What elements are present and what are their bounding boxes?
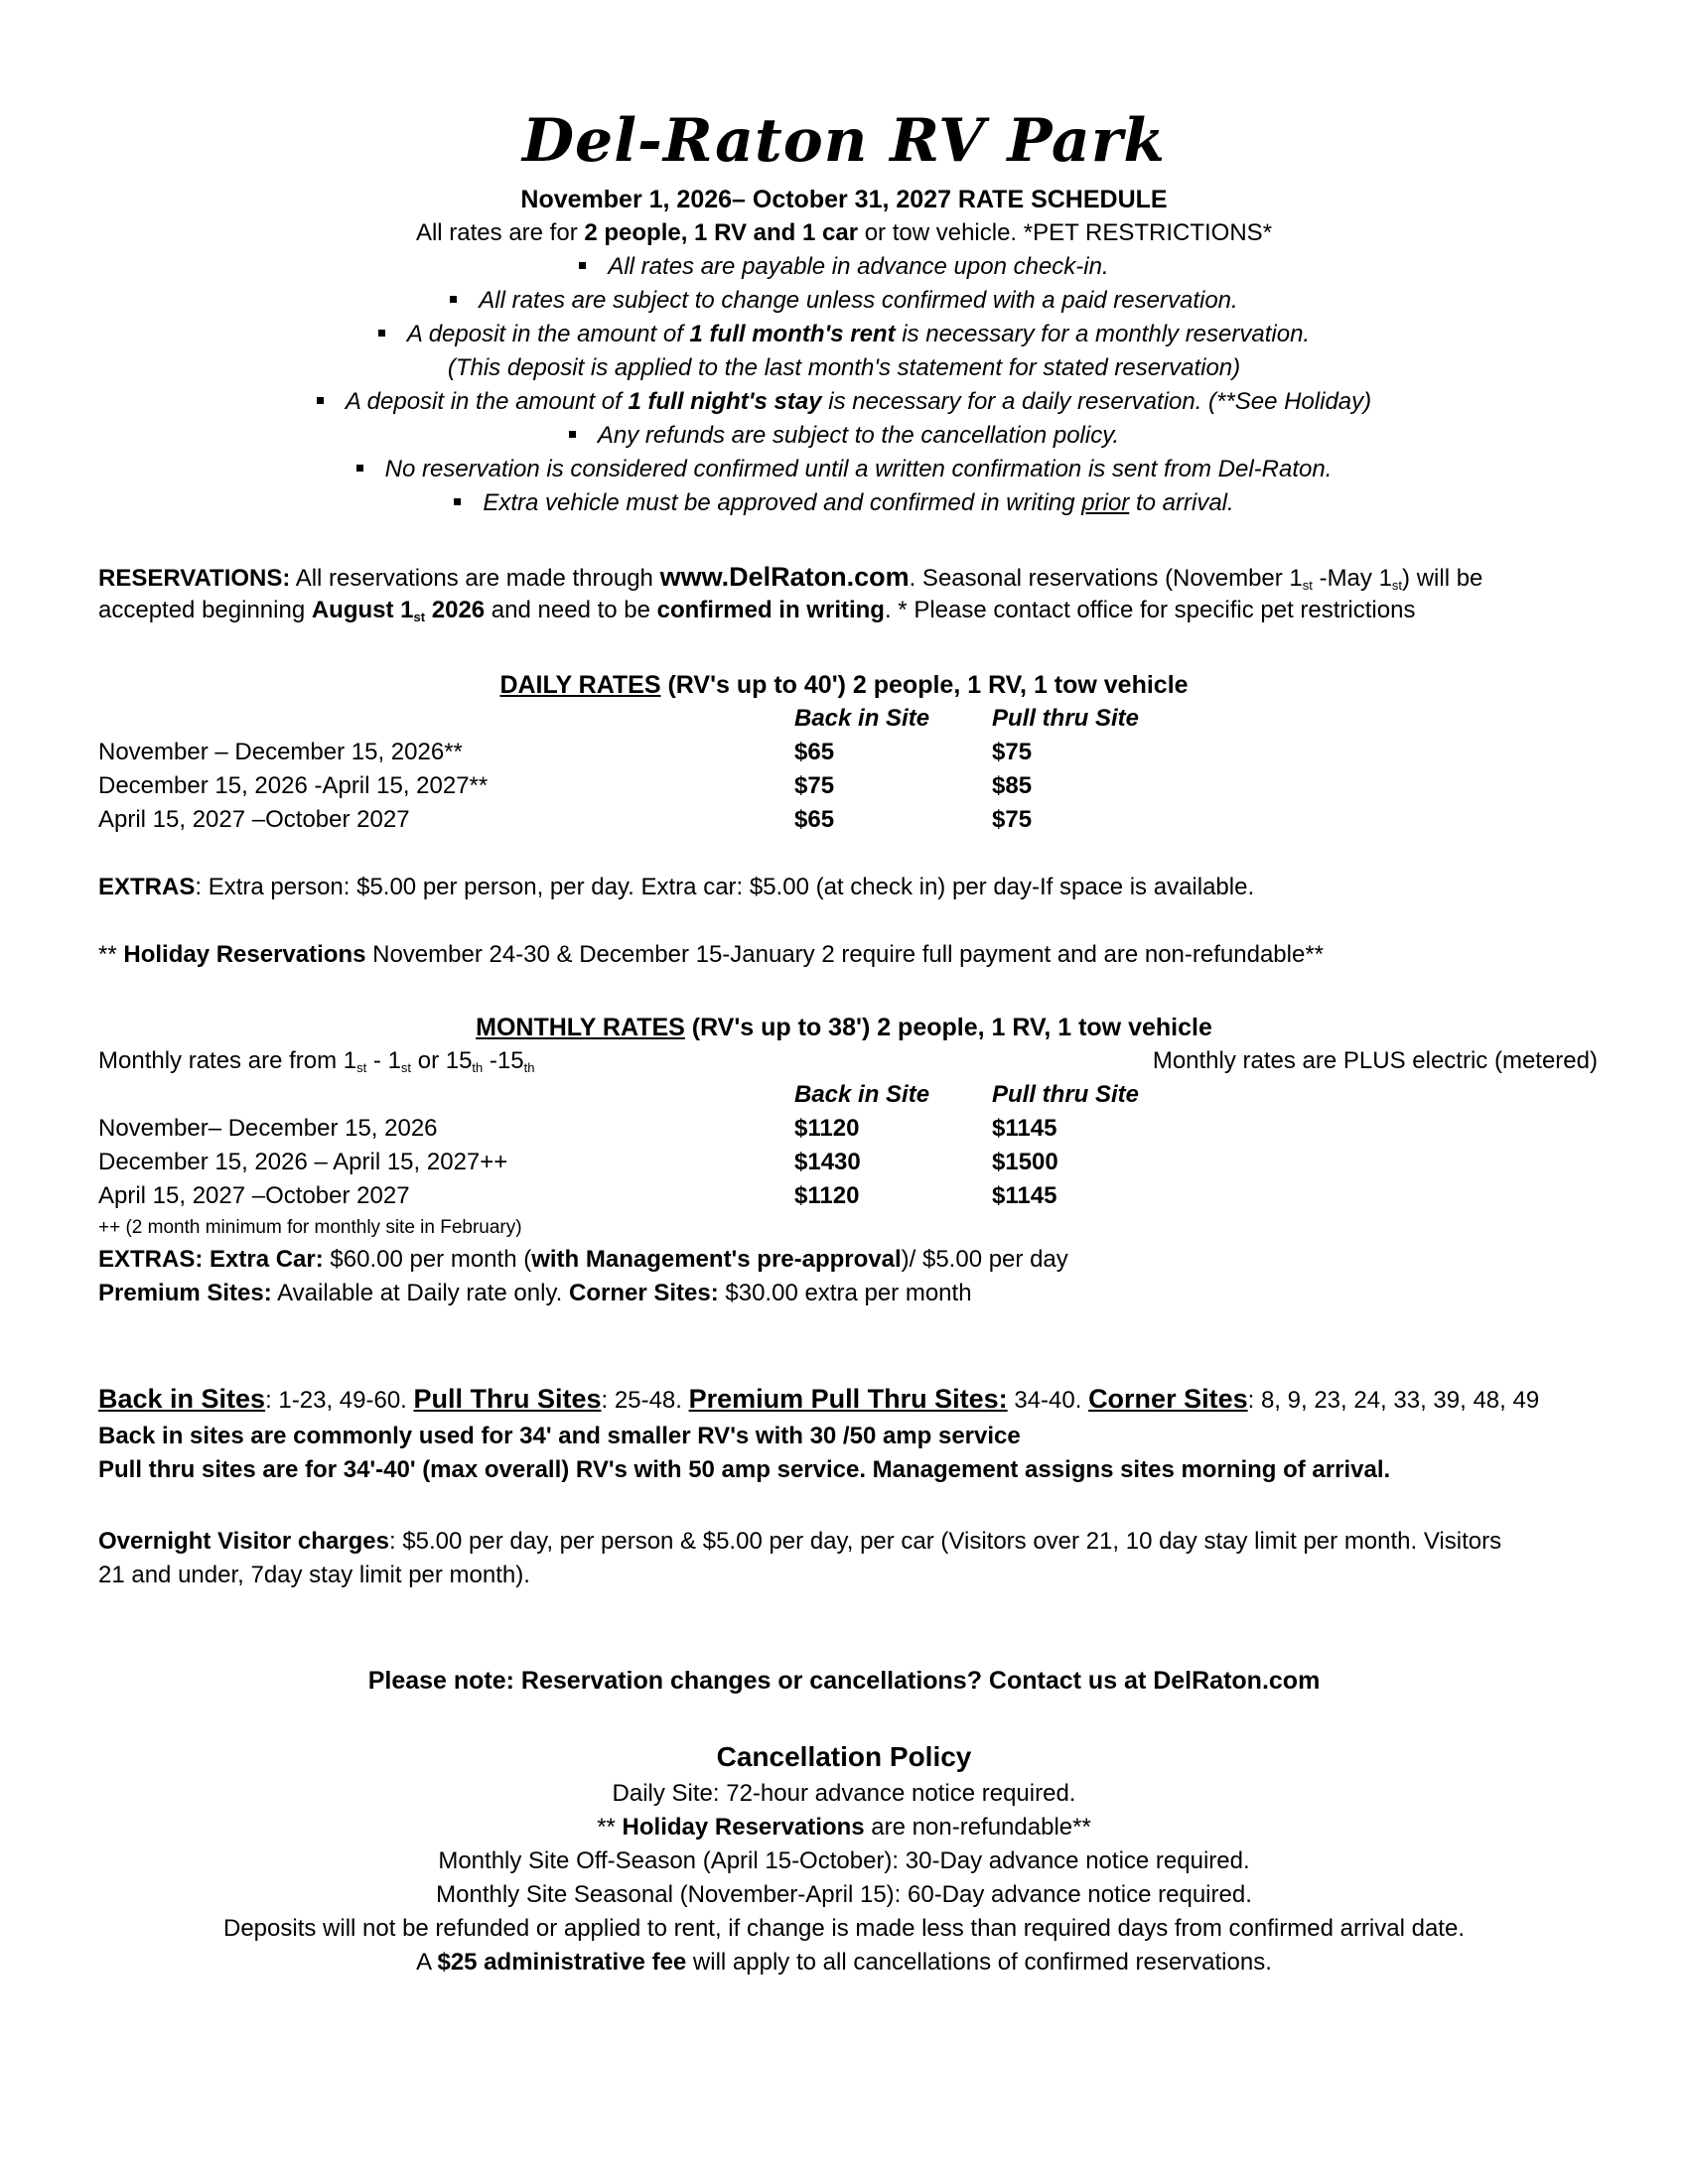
monthly-rates-heading: MONTHLY RATES (RV's up to 38') 2 people, 1 RV, 1 tow vehicle — [476, 1014, 1212, 1041]
col-back-in-site: Back in Site — [794, 705, 930, 732]
minimum-note: ++ (2 month minimum for monthly site in February) — [98, 1217, 522, 1238]
monthly-period-line: Monthly rates are from 1st - 1st or 15th -15th Monthly rates are PLUS electric (metered) — [98, 1044, 1598, 1078]
table-row: December 15, 2026 -April 15, 2027** $75 $85 — [98, 772, 1033, 799]
bullet-rates-change: All rates are subject to change unless confirmed with a paid reservation. — [0, 284, 1688, 318]
col-back-in-site: Back in Site — [794, 1081, 930, 1108]
table-row: November – December 15, 2026** $65 $75 — [98, 739, 1033, 765]
intro-line: All rates are for 2 people, 1 RV and 1 car or tow vehicle. *PET RESTRICTIONS* — [415, 219, 1273, 246]
col-pull-thru-site: Pull thru Site — [992, 705, 1140, 732]
visitor-charges: Overnight Visitor charges: $5.00 per day, per person & $5.00 per day, per car (Visitors over 21, 10 day stay limit per month. Visitors 21 and under, 7day stay limit per month). — [98, 1528, 1502, 1588]
table-header — [98, 702, 1598, 736]
table-row: April 15, 2027 –October 2027 $1120 $1145 — [98, 1182, 1057, 1209]
table-row: December 15, 2026 – April 15, 2027++ $1430 $1500 — [98, 1149, 1058, 1175]
table-row: November– December 15, 2026 $1120 $1145 — [98, 1115, 1057, 1142]
website-link[interactable]: www.DelRaton.com — [659, 562, 910, 592]
bullet-icon — [579, 262, 586, 269]
table-header — [98, 1078, 1598, 1112]
table-row: April 15, 2027 –October 2027 $65 $75 — [98, 806, 1033, 833]
bullet-extra-vehicle: Extra vehicle must be approved and confirmed in writing prior to arrival. — [0, 486, 1688, 520]
bullet-icon — [356, 465, 363, 472]
monthly-rates-table — [98, 1044, 1598, 1243]
intro-section — [0, 216, 1688, 520]
bullet-refunds: Any refunds are subject to the cancellation policy. — [0, 419, 1688, 453]
holiday-note: ** Holiday Reservations November 24-30 & December 15-January 2 require full payment and are non-refundable** — [98, 941, 1324, 968]
bullet-icon — [569, 431, 576, 438]
monthly-extras: EXTRAS: Extra Car: $60.00 per month (with Management's pre-approval)/ $5.00 per day Premium Sites: Available at Daily rate only. Corner Sites: $30.00 extra per month — [98, 1246, 1068, 1306]
schedule-subtitle: November 1, 2026– October 31, 2027 RATE SCHEDULE — [520, 186, 1168, 213]
bullet-daily-deposit: A deposit in the amount of 1 full night's stay is necessary for a daily reservation. (**See Holiday) — [0, 385, 1688, 419]
park-title: Del-Raton RV Park — [522, 106, 1166, 176]
bullet-confirmation: No reservation is considered confirmed until a written confirmation is sent from Del-Raton. — [0, 453, 1688, 486]
bullet-monthly-deposit: A deposit in the amount of 1 full month's rent is necessary for a monthly reservation. — [0, 318, 1688, 351]
deposit-note: (This deposit is applied to the last month's statement for stated reservation) — [447, 354, 1241, 381]
daily-extras: EXTRAS: Extra person: $5.00 per person, per day. Extra car: $5.00 (at check in) per day-If space is available. — [98, 874, 1255, 900]
bullet-icon — [454, 498, 461, 505]
bullet-icon — [317, 397, 324, 404]
electric-note: Monthly rates are PLUS electric (metered) — [1152, 1047, 1598, 1074]
bullet-icon — [378, 330, 385, 337]
reservations-paragraph: RESERVATIONS: All reservations are made through www.DelRaton.com. Seasonal reservations (November 1st -May 1st) will be accepted beginning August 1st 2026 and need to be confirmed in writing. * Please contact office for specific pet restrictions — [98, 562, 1483, 624]
sites-section: Back in Sites: 1-23, 49-60. Pull Thru Sites: 25-48. Premium Pull Thru Sites: 34-40. Corner Sites: 8, 9, 23, 24, 33, 39, 48, 49 Back in sites are commonly used for 34' and smaller RV's with 30 /50 amp service Pull thru sites are for 34'-40' (max overall) RV's with 50 amp service. Management assigns sites morning of arrival. — [98, 1384, 1540, 1483]
bullet-payable: All rates are payable in advance upon check-in. — [0, 250, 1688, 284]
daily-rates-table — [98, 702, 1598, 837]
bullet-icon — [450, 296, 457, 303]
contact-note: Please note: Reservation changes or cancellations? Contact us at DelRaton.com — [367, 1667, 1321, 1695]
cancellation-policy: Cancellation Policy Daily Site: 72-hour advance notice required. ** Holiday Reservations are non-refundable** Monthly Site Off-Season (April 15-October): 30-Day advance notice required. Monthly Site Seasonal (November-April 15): 60-Day advance notice required. Deposits will not be refunded or applied to rent, if change is made less than required days from confirmed arrival date. A $25 administrative fee will apply to all cancellations of confirmed reservations. — [0, 1737, 1688, 1979]
daily-rates-heading: DAILY RATES (RV's up to 40') 2 people, 1 RV, 1 tow vehicle — [499, 671, 1189, 699]
col-pull-thru-site: Pull thru Site — [992, 1081, 1140, 1108]
policy-heading: Cancellation Policy — [716, 1741, 972, 1772]
